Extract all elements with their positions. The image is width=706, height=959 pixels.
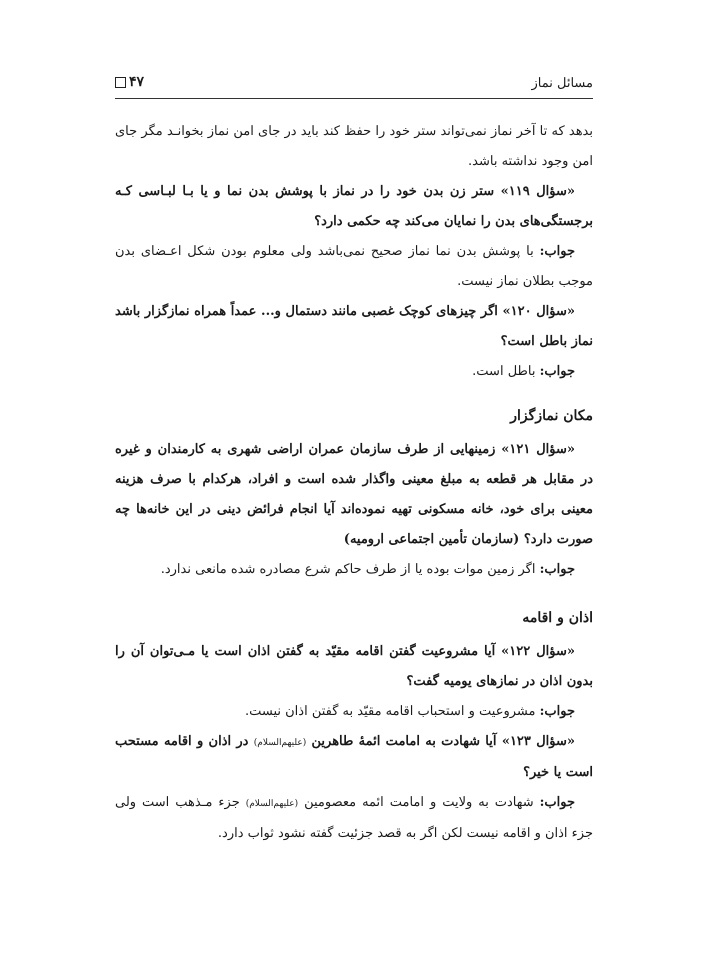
page-header	[115, 72, 593, 99]
question-text: اگر چیزهای کوچک غصبی مانند دستمال و... عمداً همراه نمازگزار باشد نماز باطل است؟	[115, 304, 593, 349]
answer-122	[115, 697, 593, 727]
question-119	[115, 177, 593, 237]
question-122	[115, 637, 593, 697]
answer-label: جواب:	[539, 562, 575, 577]
answer-121	[115, 555, 593, 585]
section-heading-adhan-iqama: اذان و اقامه	[522, 610, 593, 626]
question-label: «سؤال ۱۱۹»	[500, 184, 575, 199]
question-label: «سؤال ۱۲۱»	[501, 442, 575, 457]
question-text-part-a: آیا شهادت به امامت ائمهٔ طاهرین	[306, 734, 502, 749]
running-title: مسائل نماز	[531, 76, 593, 91]
answer-text-part-a: شهادت به ولایت و امامت ائمه معصومین	[298, 795, 540, 810]
page-number	[115, 74, 144, 90]
question-text: ستر زن بدن خود را در نماز با پوشش بدن نما و یا بـا لبـاسی کـه برجستگی‌های بدن را نمایان می‌کند چه حکمی دارد؟	[115, 184, 593, 229]
question-121	[115, 435, 593, 555]
question-120	[115, 297, 593, 357]
answer-text: باطل است.	[472, 364, 540, 379]
section-heading-prayer-place: مکان نمازگزار	[510, 408, 593, 424]
question-text: آیا مشروعیت گفتن اقامه مقیّد به گفتن اذان است یا مـی‌توان آن را بدون اذان در نمازهای یومیه گفت؟	[115, 644, 593, 689]
paragraph-continuation: بدهد که تا آخر نماز نمی‌تواند ستر خود را حفظ کند باید در جای امن نماز بخوانـد مگر جای امن وجود نداشته باشد.	[115, 124, 593, 169]
answer-text: مشروعیت و استحباب اقامه مقیّد به گفتن اذان نیست.	[244, 704, 540, 719]
answer-text: با پوشش بدن نما نماز صحیح نمی‌باشد ولی معلوم بودن شکل اعـضای بدن موجب بطلان نماز نیست.	[115, 244, 593, 289]
answer-honorific: (علیهم‌السلام)	[245, 799, 299, 809]
square-marker-icon	[115, 77, 126, 88]
question-label: «سؤال ۱۲۰»	[502, 304, 575, 319]
page-number-text: ۴۷	[129, 74, 145, 90]
question-label: «سؤال ۱۲۳»	[501, 734, 575, 749]
question-text: زمینهایی از طرف سازمان عمران اراضی شهری به کارمندان و غیره در مقابل هر قطعه به مبلغ معینی واگذار شده است و افراد، هرکدام با صرف هزینه معینی برای خود، خانه مسکونی تهیه نموده‌اند آیا انجام فرائض دینی در این خانه‌ها چه صورت دارد؟ (سازمان تأمین اجتماعی ارومیه)	[115, 442, 593, 547]
answer-label: جواب:	[539, 364, 575, 379]
honorific: (علیهم‌السلام)	[253, 738, 307, 748]
page-body	[115, 117, 593, 849]
question-123	[115, 727, 593, 788]
answer-label: جواب:	[539, 795, 575, 810]
question-text-part-b: در اذان و اقامه مستحب است یا خیر؟	[115, 734, 593, 780]
answer-119	[115, 237, 593, 297]
answer-label: جواب:	[539, 704, 575, 719]
answer-label: جواب:	[539, 244, 575, 259]
answer-123	[115, 788, 593, 849]
question-label: «سؤال ۱۲۲»	[501, 644, 575, 659]
answer-text-part-b: جزء مـذهب است ولی جزء اذان و اقامه نیست لکن اگر به قصد جزئیت گفته نشود ثواب دارد.	[115, 795, 593, 841]
answer-text: اگر زمین موات بوده یا از طرف حاکم شرع مصادره شده مانعی ندارد.	[160, 562, 540, 577]
answer-120	[115, 357, 593, 387]
